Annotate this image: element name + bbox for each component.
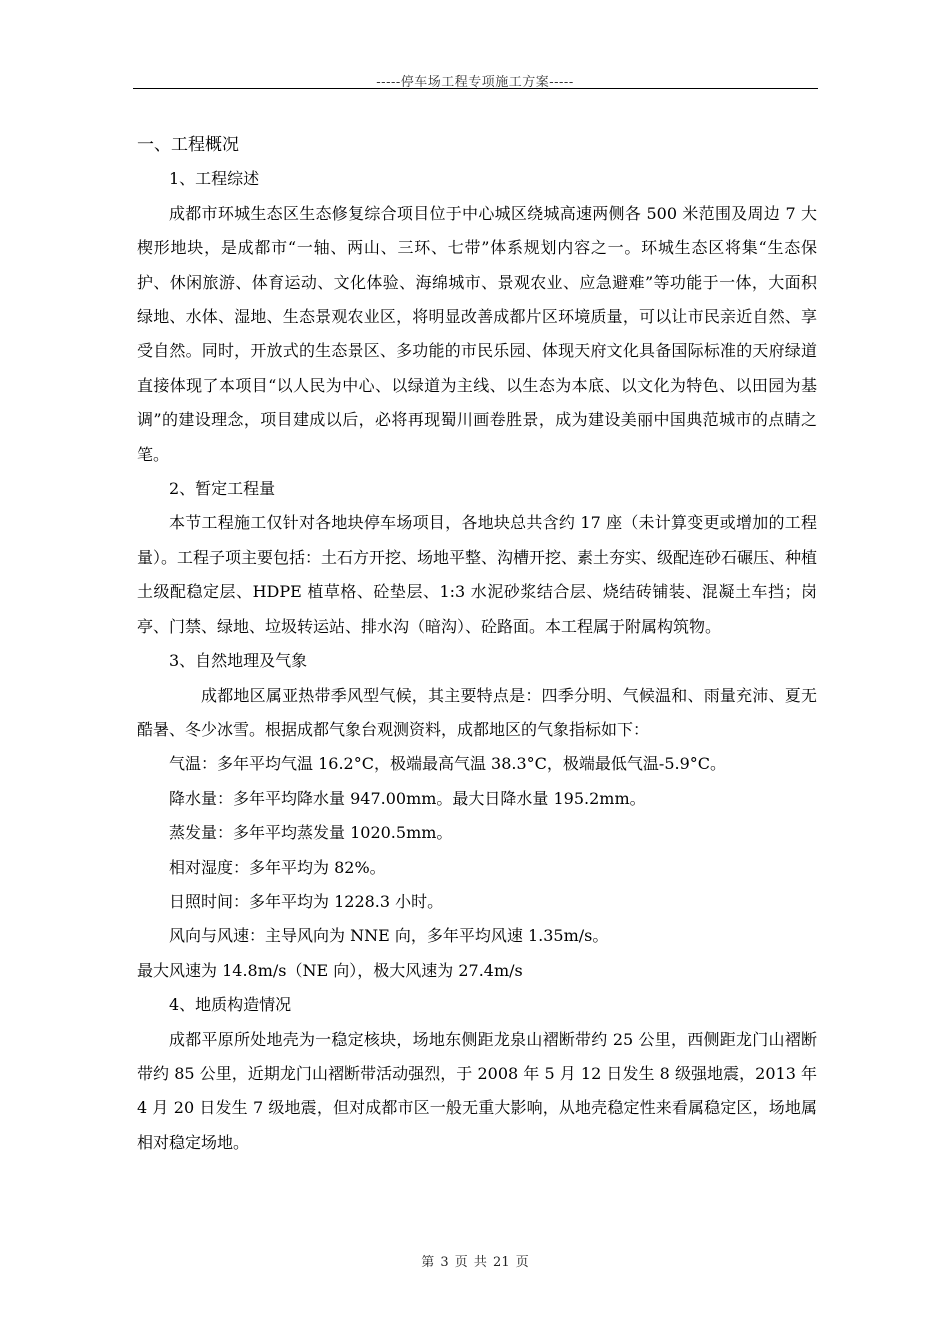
- header-rule: [133, 88, 818, 89]
- paragraph-overview: 成都市环城生态区生态修复综合项目位于中心城区绕城高速两侧各 500 米范围及周边 7 大楔形地块，是成都市“一轴、两山、三环、七带”体系规划内容之一。环城生态区将集“生态保护、休闲旅游、体育运动、文化体验、海绵城市、景观农业、应急避难”等功能于一体，大面积绿地、水体、湿地、生态景观农业区，将明显改善成都片区环境质量，可以让市民亲近自然、享受自然。同时，开放式的生态景区、多功能的市民乐园、体现天府文化具备国际标准的天府绿道直接体现了本项目“以人民为中心、以绿道为主线、以生态为本底、以文化为特色、以田园为基调”的建设理念，项目建成以后，必将再现蜀川画卷胜景，成为建设美丽中国典范城市的点睛之笔。: [137, 203, 817, 464]
- paragraph-climate: 成都地区属亚热带季风型气候，其主要特点是：四季分明、气候温和、雨量充沛、夏无酷暑、冬少冰雪。根据成都气象台观测资料，成都地区的气象指标如下：: [137, 685, 817, 739]
- climate-precipitation: 降水量：多年平均降水量 947.00mm。最大日降水量 195.2mm。: [169, 788, 646, 808]
- heading-1: 1、工程综述: [169, 169, 260, 189]
- paragraph-quantities: 本节工程施工仅针对各地块停车场项目，各地块总共含约 17 座（未计算变更或增加的工程量）。工程子项主要包括：土石方开挖、场地平整、沟槽开挖、素土夯实、级配连砂石碾压、种植土级配稳定层、HDPE 植草格、砼垫层、1:3 水泥砂浆结合层、烧结砖铺装、混凝土车挡；岗亭、门禁、绿地、垃圾转运站、排水沟（暗沟）、砼路面。本工程属于附属构筑物。: [137, 513, 818, 636]
- document-body: [137, 128, 817, 1160]
- climate-max-wind: 最大风速为 14.8m/s（NE 向），极大风速为 27.4m/s: [137, 960, 523, 980]
- section-title: 一、工程概况: [137, 135, 239, 155]
- climate-temperature: 气温：多年平均气温 16.2°C，极端最高气温 38.3°C，极端最低气温-5.9°C。: [169, 754, 727, 774]
- climate-wind: 风向与风速：主导风向为 NNE 向，多年平均风速 1.35m/s。: [169, 926, 609, 946]
- climate-sunshine: 日照时间：多年平均为 1228.3 小时。: [169, 891, 444, 911]
- heading-3: 3、自然地理及气象: [169, 651, 308, 671]
- heading-2: 2、暂定工程量: [169, 479, 276, 499]
- page-footer: 第 3 页 共 21 页: [421, 1255, 529, 1270]
- climate-evaporation: 蒸发量：多年平均蒸发量 1020.5mm。: [169, 823, 453, 843]
- page-header: -----停车场工程专项施工方案-----: [376, 75, 574, 90]
- paragraph-geology: 成都平原所处地壳为一稳定核块，场地东侧距龙泉山褶断带约 25 公里，西侧距龙门山褶断带约 85 公里，近期龙门山褶断带活动强烈，于 2008 年 5 月 12 日发生 8 级强地震，2013 年 4 月 20 日发生 7 级地震，但对成都市区一般无重大影响，从地壳稳定性来看属稳定区，场地属相对稳定场地。: [137, 1029, 817, 1152]
- heading-4: 4、地质构造情况: [169, 995, 292, 1015]
- climate-humidity: 相对湿度：多年平均为 82%。: [169, 857, 386, 877]
